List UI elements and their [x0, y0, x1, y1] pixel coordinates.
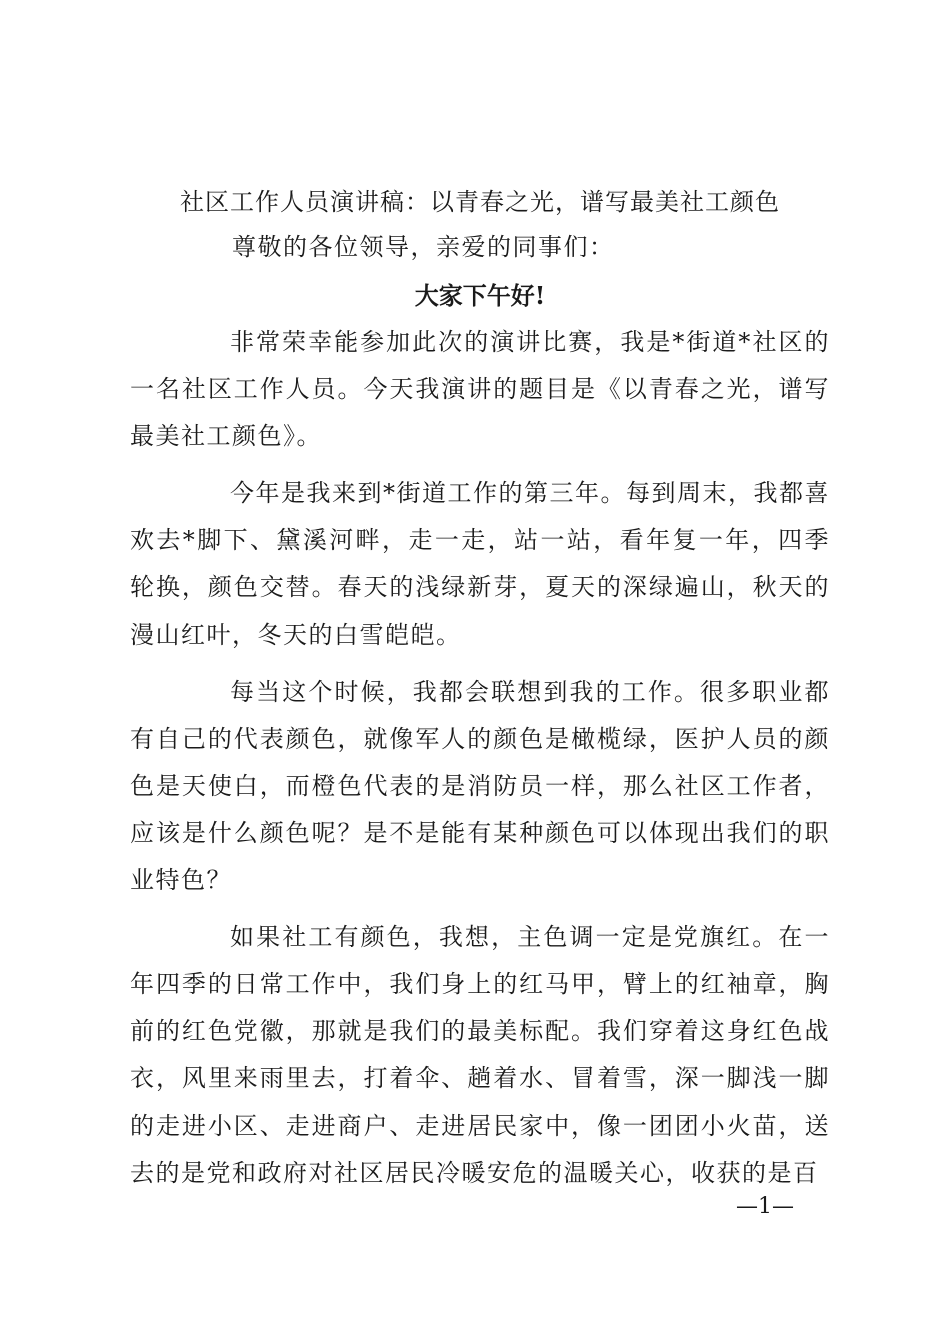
- paragraph-1: 非常荣幸能参加此次的演讲比赛，我是*街道*社区的一名社区工作人员。今天我演讲的题目是《以青春之光，谱写最美社工颜色》。: [130, 328, 830, 451]
- page-number: —1—: [736, 1194, 794, 1219]
- paragraph-3: 每当这个时候，我都会联想到我的工作。很多职业都有自己的代表颜色，就像军人的颜色是橄榄绿，医护人员的颜色是天使白，而橙色代表的是消防员一样，那么社区工作者，应该是什么颜色呢？是不是能有某种颜色可以体现出我们的职业特色？: [130, 677, 830, 895]
- paragraph-4: 如果社工有颜色，我想，主色调一定是党旗红。在一年四季的日常工作中，我们身上的红马甲，臂上的红袖章，胸前的红色党徽，那就是我们的最美标配。我们穿着这身红色战衣，风里来雨里去，打着伞、趟着水、冒着雪，深一脚浅一脚的走进小区、走进商户、走进居民家中，像一团团小火苗，送去的是党和政府对社区居民冷暖安危的温暖关心，收获的是百: [130, 923, 830, 1187]
- document-body: [130, 319, 830, 1197]
- salutation: 尊敬的各位领导，亲爱的同事们：: [232, 233, 615, 261]
- greeting: 大家下午好!: [414, 281, 546, 310]
- document-title: 社区工作人员演讲稿：以青春之光，谱写最美社工颜色: [180, 188, 780, 216]
- paragraph-2: 今年是我来到*街道工作的第三年。每到周末，我都喜欢去*脚下、黛溪河畔，走一走，站一站，看年复一年，四季轮换，颜色交替。春天的浅绿新芽，夏天的深绿遍山，秋天的漫山红叶，冬天的白雪皑皑。: [130, 479, 830, 649]
